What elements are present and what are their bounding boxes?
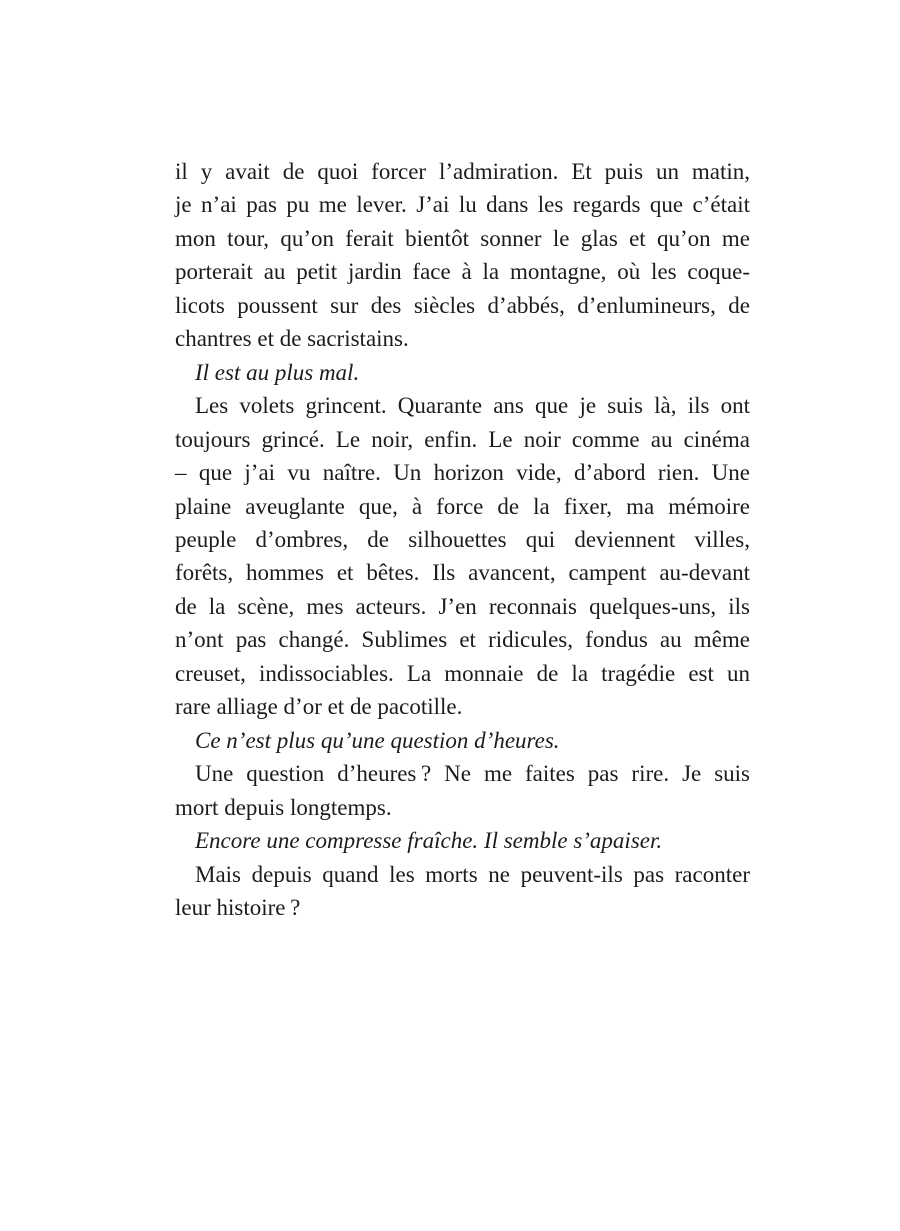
text-line: Une question d’heures ? Ne me faites pas rire. Je suis (195, 761, 750, 787)
text-line: mort depuis longtemps. (175, 794, 392, 820)
text-line: de la scène, mes acteurs. J’en reconnais quelques-uns, ils (175, 593, 750, 619)
paragraph-italic-aside (175, 356, 750, 389)
text-line-italic: Ce n’est plus qu’une question d’heures. (195, 727, 560, 753)
text-line: – que j’ai vu naître. Un horizon vide, d’abord rien. Une (175, 460, 750, 486)
text-line: licots poussent sur des siècles d’abbés, d’enlumineurs, de (175, 292, 750, 318)
text-line: n’ont pas changé. Sublimes et ridicules, fondus au même (175, 627, 750, 653)
text-line: porterait au petit jardin face à la montagne, où les coque- (175, 259, 750, 285)
text-line: leur histoire ? (175, 894, 301, 920)
paragraph-italic-aside (175, 824, 750, 857)
paragraph-continuation (175, 155, 750, 356)
paragraph-italic-aside (175, 724, 750, 757)
paragraph-narrative (175, 389, 750, 724)
paragraph-narrative (175, 757, 750, 824)
text-line: plaine aveuglante que, à force de la fixer, ma mémoire (175, 493, 750, 519)
text-line: creuset, indissociables. La monnaie de la tragédie est un (175, 660, 750, 686)
text-line: forêts, hommes et bêtes. Ils avancent, campent au-devant (175, 560, 750, 586)
text-line: Mais depuis quand les morts ne peuvent-ils pas raconter (195, 861, 750, 887)
text-line-italic: Encore une compresse fraîche. Il semble s’apaiser. (195, 828, 663, 854)
text-line: peuple d’ombres, de silhouettes qui deviennent villes, (175, 526, 750, 552)
text-line: rare alliage d’or et de pacotille. (175, 694, 463, 720)
text-line: toujours grincé. Le noir, enfin. Le noir comme au cinéma (175, 426, 750, 452)
text-line-italic: Il est au plus mal. (195, 359, 360, 385)
paragraph-narrative (175, 858, 750, 925)
text-line: je n’ai pas pu me lever. J’ai lu dans les regards que c’était (175, 192, 750, 218)
text-line: chantres et de sacristains. (175, 326, 409, 352)
text-line: mon tour, qu’on ferait bientôt sonner le glas et qu’on me (175, 225, 750, 251)
text-line: Les volets grincent. Quarante ans que je suis là, ils ont (195, 393, 750, 419)
page-text-block (175, 155, 750, 924)
text-line: il y avait de quoi forcer l’admiration. Et puis un matin, (175, 159, 750, 184)
